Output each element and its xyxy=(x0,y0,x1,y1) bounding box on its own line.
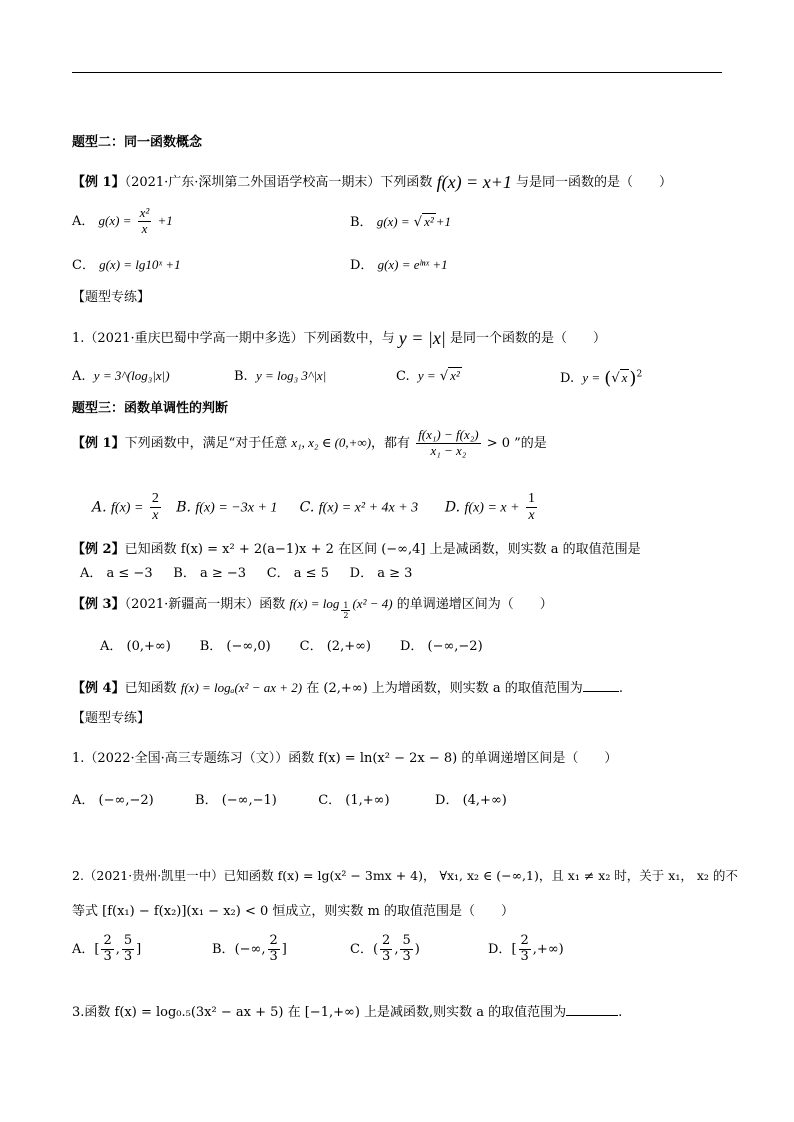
s3-p2-option-d: D．[ $\frac{2}{3}$ ,+∞) xyxy=(488,933,564,964)
s3-example-1: 【例 1】下列函数中，满足“对于任意 x₁, x₂ ∈ (0,+∞)，都有 $\frac{\text{f(x₁) − f(x₂)}}{\text{x₁ − x₂}}$ > 0 ”的是 xyxy=(72,427,547,458)
s3-ex1-options: A. f(x) = $\frac{2}{x}$ B. f(x) = −3x + 1 C. f(x) = x² + 4x + 3 D. f(x) = x + $\frac{1}{x}$ xyxy=(92,491,536,524)
s2-ex1-option-a: A． g(x) = $\frac{\text{x²}}{x}$ +1 xyxy=(72,205,173,236)
section-2-title: 题型二：同一函数概念 xyxy=(72,135,203,150)
s3-example-3: 【例 3】（2021·新疆高一期末）函数 f(x) = log $\frac{1}{2}$ (x² − 4) 的单调递增区间为（ ） xyxy=(72,596,553,620)
header-rule xyxy=(72,72,722,73)
s3-example-2: 【例 2】已知函数 f(x) = x² + 2(a−1)x + 2 在区间 (−∞,4] 上是减函数，则实数 a 的取值范围是 xyxy=(72,542,641,557)
s3-practice-1: 1.（2022·全国·高三专题练习（文））函数 f(x) = ln(x² − 2x − 8) 的单调递增区间是（ ） xyxy=(72,751,618,766)
s2-ex1-option-b: B． g(x) = √ x² +1 xyxy=(350,214,452,230)
s3-practice-2-line-2: 等式 [f(x₁) − f(x₂)](x₁ − x₂) < 0 恒成立，则实数 m 的取值范围是（ ） xyxy=(72,904,514,919)
s3-p2-option-a: A．[ $\frac{2}{3}$ , $\frac{5}{3}$ ] xyxy=(72,933,142,964)
s3-p2-option-c: C．( $\frac{2}{3}$ , $\frac{5}{3}$ ) xyxy=(350,933,420,964)
answer-blank[interactable] xyxy=(583,691,619,692)
s2-ex1-option-c: C． g(x) = lg10ˣ +1 xyxy=(72,257,181,273)
s3-ex2-options: A． a ≤ −3 B． a ≥ −3 C． a ≤ 5 D． a ≥ 3 xyxy=(80,566,413,581)
s2-practice-1: 1.（2021·重庆巴蜀中学高一期中多选）下列函数中，与 y = |x| 是同一个函数的是（ ） xyxy=(72,328,606,348)
s2-p1-option-b: B. y = log₃ 3^|x| xyxy=(234,368,327,384)
s2-practice-title: 【题型专练】 xyxy=(72,290,151,305)
s2-p1-option-c: C. y = √ x² xyxy=(396,368,460,384)
s2-ex1-option-d: D． g(x) = eˡⁿˣ +1 xyxy=(350,257,448,273)
s3-ex3-options: A． (0,+∞) B． (−∞,0) C． (2,+∞) D． (−∞,−2) xyxy=(100,639,483,654)
s3-p1-options: A． (−∞,−2) B． (−∞,−1) C． (1,+∞) D． (4,+∞) xyxy=(72,793,507,808)
answer-blank[interactable] xyxy=(566,1015,618,1016)
s3-example-4: 【例 4】已知函数 f(x) = logₐ(x² − ax + 2) 在 (2,+∞) 上为增函数，则实数 a 的取值范围为 . xyxy=(72,680,623,696)
s3-p2-option-b: B．(−∞, $\frac{2}{3}$ ] xyxy=(212,933,287,964)
s2-p1-option-d: D. y = (√ x )$^2$ xyxy=(560,368,643,389)
s2-p1-option-a: A. y = 3^(log₃|x|) xyxy=(72,368,170,384)
s3-practice-3: 3.函数 f(x) = log₀.₅(3x² − ax + 5) 在 [−1,+∞) 上是减函数,则实数 a 的取值范围为 . xyxy=(72,1005,623,1020)
s2-example-1: 【例 1】（2021·广东·深圳第二外国语学校高一期末）下列函数 f(x) = x+1 与是同一函数的是（ ） xyxy=(72,172,672,192)
section-3-title: 题型三：函数单调性的判断 xyxy=(72,401,229,416)
s3-practice-title: 【题型专练】 xyxy=(72,711,151,726)
s3-practice-2-line-1: 2.（2021·贵州·凯里一中）已知函数 f(x) = lg(x² − 3mx + 4)， ∀x₁, x₂ ∈ (−∞,1)，且 x₁ ≠ x₂ 时，关于 x₁， x₂ 的不 xyxy=(72,868,738,883)
